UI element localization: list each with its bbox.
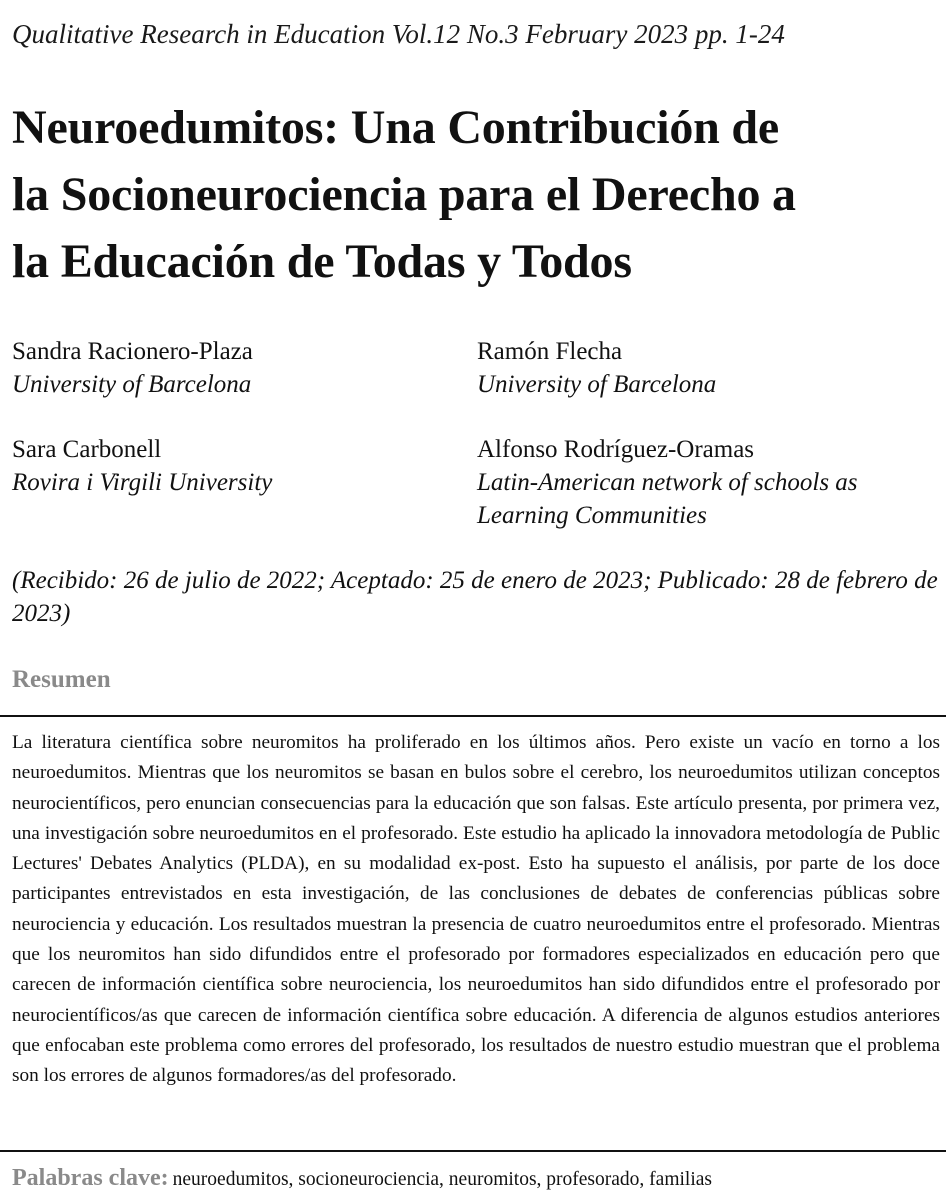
author-name: Alfonso Rodríguez-Oramas [477, 436, 755, 463]
keywords-label: Palabras clave: [12, 1165, 169, 1191]
journal-header: Qualitative Research in Education Vol.12 No.3 February 2023 pp. 1-24 [12, 19, 785, 49]
author-affiliation: University of Barcelona [12, 371, 252, 398]
abstract-text: La literatura científica sobre neuromitos ha proliferado en los últimos años. Pero existe un vacío en torno a los neuroedumitos. Mientras que los neuromitos se basan en bulos sobre el cerebro, los neuroedumitos utilizan conceptos neurocientíficos, pero enuncian consecuencias para la educación que son falsas. Este artículo presenta, por primera vez, una investigación sobre neuroedumitos en el profesorado. Este estudio ha aplicado la innovadora metodología de Public Lectures' Debates Analytics (PLDA), en su modalidad ex-post. Esto ha supuesto el análisis, por parte de los doce participantes entrevistados en esta investigación, de las conclusiones de debates de conferencias públicas sobre neurociencia y educación. Los resultados muestran la presencia de cuatro neuroedumitos entre el profesorado. Mientras que los neuromitos han sido difundidos entre el profesorado por formadores especializados en educación pero que carecen de información científica sobre neurociencia, los neuroedumitos han sido difundidos entre el profesorado por neurocientíficos/as que carecen de información científica sobre educación. A diferencia de algunos estudios anteriores que enfocaban este problema como errores del profesorado, los resultados de nuestro estudio muestran que el problema son los errores de algunos formadores/as del profesorado. [12, 732, 940, 1087]
abstract-heading: Resumen [12, 666, 111, 693]
author-name: Sara Carbonell [12, 436, 162, 463]
author-affiliation: Rovira i Virgili University [12, 469, 273, 496]
author-block [12, 335, 472, 401]
author-name: Ramón Flecha [477, 338, 623, 365]
author-block [477, 433, 937, 532]
author-affiliation: University of Barcelona [477, 371, 717, 398]
keywords-values: neuroedumitos, socioneurociencia, neuromitos, profesorado, familias [172, 1169, 712, 1190]
author-block [477, 335, 937, 401]
author-name: Sandra Racionero-Plaza [12, 338, 253, 365]
title-line: la Educación de Todas y Todos [12, 235, 632, 288]
title-line: la Socioneurociencia para el Derecho a [12, 168, 796, 221]
keywords-line [12, 1162, 712, 1197]
publication-dates: (Recibido: 26 de julio de 2022; Aceptado: 25 de enero de 2023; Publicado: 28 de febrero de 2023) [12, 567, 938, 627]
author-block [12, 433, 472, 499]
title-line: Neuroedumitos: Una Contribución de [12, 101, 780, 154]
article-title [12, 94, 942, 295]
abstract-bottom-divider [0, 1150, 946, 1152]
author-affiliation: Latin-American network of schools as Learning Communities [477, 469, 858, 529]
abstract-top-divider [0, 715, 946, 717]
